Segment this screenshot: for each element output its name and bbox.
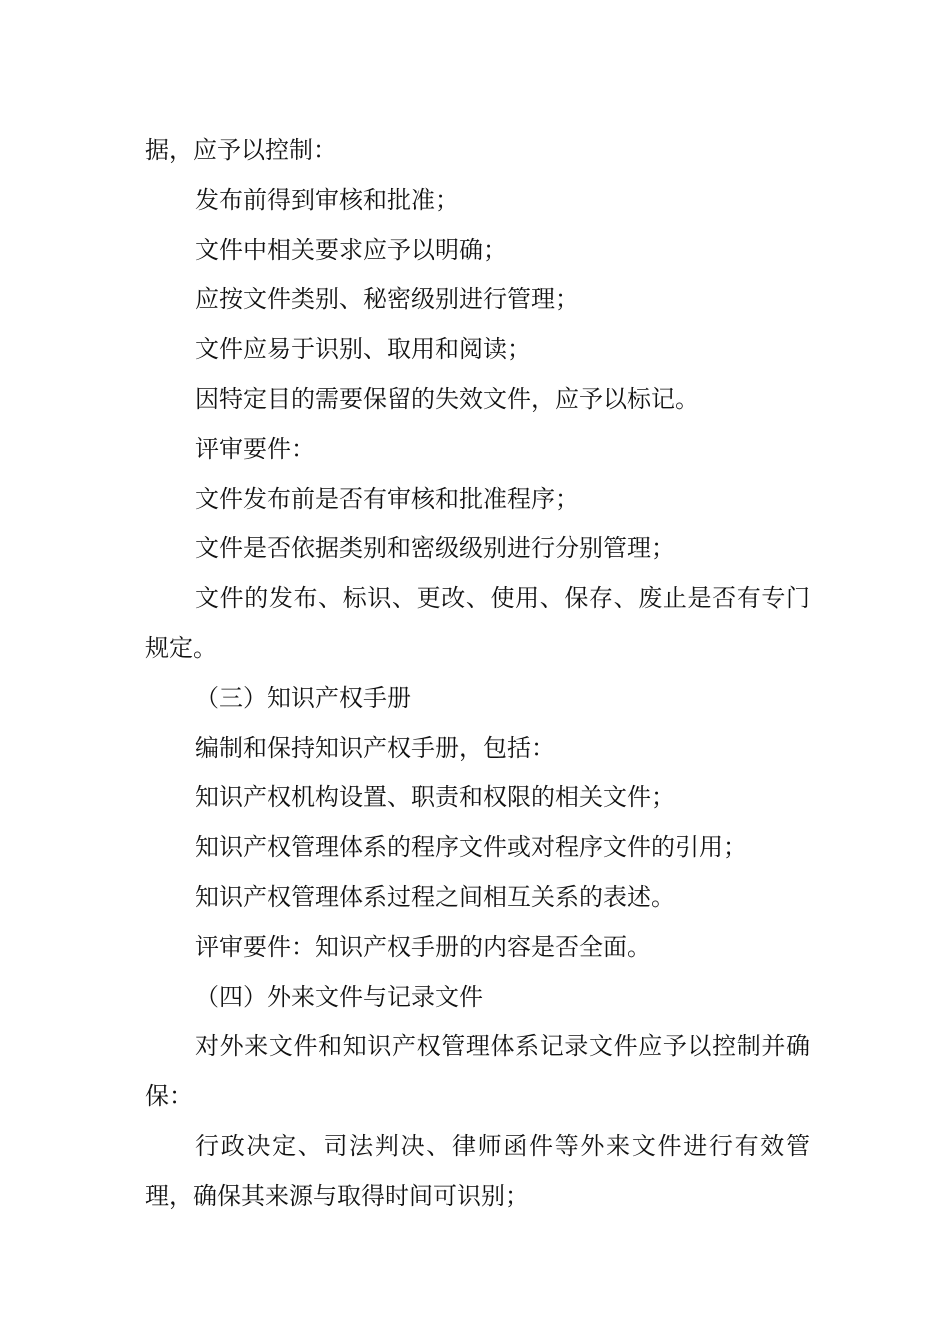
list-item: 发布前得到审核和批准； bbox=[195, 185, 459, 214]
paragraph: 编制和保持知识产权手册，包括： bbox=[195, 733, 555, 762]
section-heading: （四）外来文件与记录文件 bbox=[195, 982, 483, 1011]
review-label: 评审要件： bbox=[195, 434, 315, 463]
list-item: 知识产权管理体系过程之间相互关系的表述。 bbox=[195, 882, 675, 911]
list-item: 文件中相关要求应予以明确； bbox=[195, 235, 507, 264]
list-item: 行政决定、司法判决、律师函件等外来文件进行有效管理，确保其来源与取得时间可识别； bbox=[145, 1131, 810, 1210]
review-line: 评审要件：知识产权手册的内容是否全面。 bbox=[195, 932, 651, 961]
list-item: 知识产权管理体系的程序文件或对程序文件的引用； bbox=[195, 833, 747, 862]
document-body bbox=[145, 126, 810, 1222]
list-item: 文件发布前是否有审核和批准程序； bbox=[195, 484, 579, 513]
paragraph-continuation: 据，应予以控制： bbox=[145, 136, 337, 164]
list-item: 文件的发布、标识、更改、使用、保存、废止是否有专门规定。 bbox=[145, 584, 810, 662]
list-item: 应按文件类别、秘密级别进行管理； bbox=[195, 285, 579, 314]
list-item: 文件是否依据类别和密级级别进行分别管理； bbox=[195, 534, 675, 563]
paragraph: 对外来文件和知识产权管理体系记录文件应予以控制并确保： bbox=[145, 1032, 810, 1111]
list-item: 因特定目的需要保留的失效文件，应予以标记。 bbox=[195, 384, 699, 413]
section-heading: （三）知识产权手册 bbox=[195, 683, 411, 712]
list-item: 知识产权机构设置、职责和权限的相关文件； bbox=[195, 783, 675, 812]
list-item: 文件应易于识别、取用和阅读； bbox=[195, 335, 531, 364]
